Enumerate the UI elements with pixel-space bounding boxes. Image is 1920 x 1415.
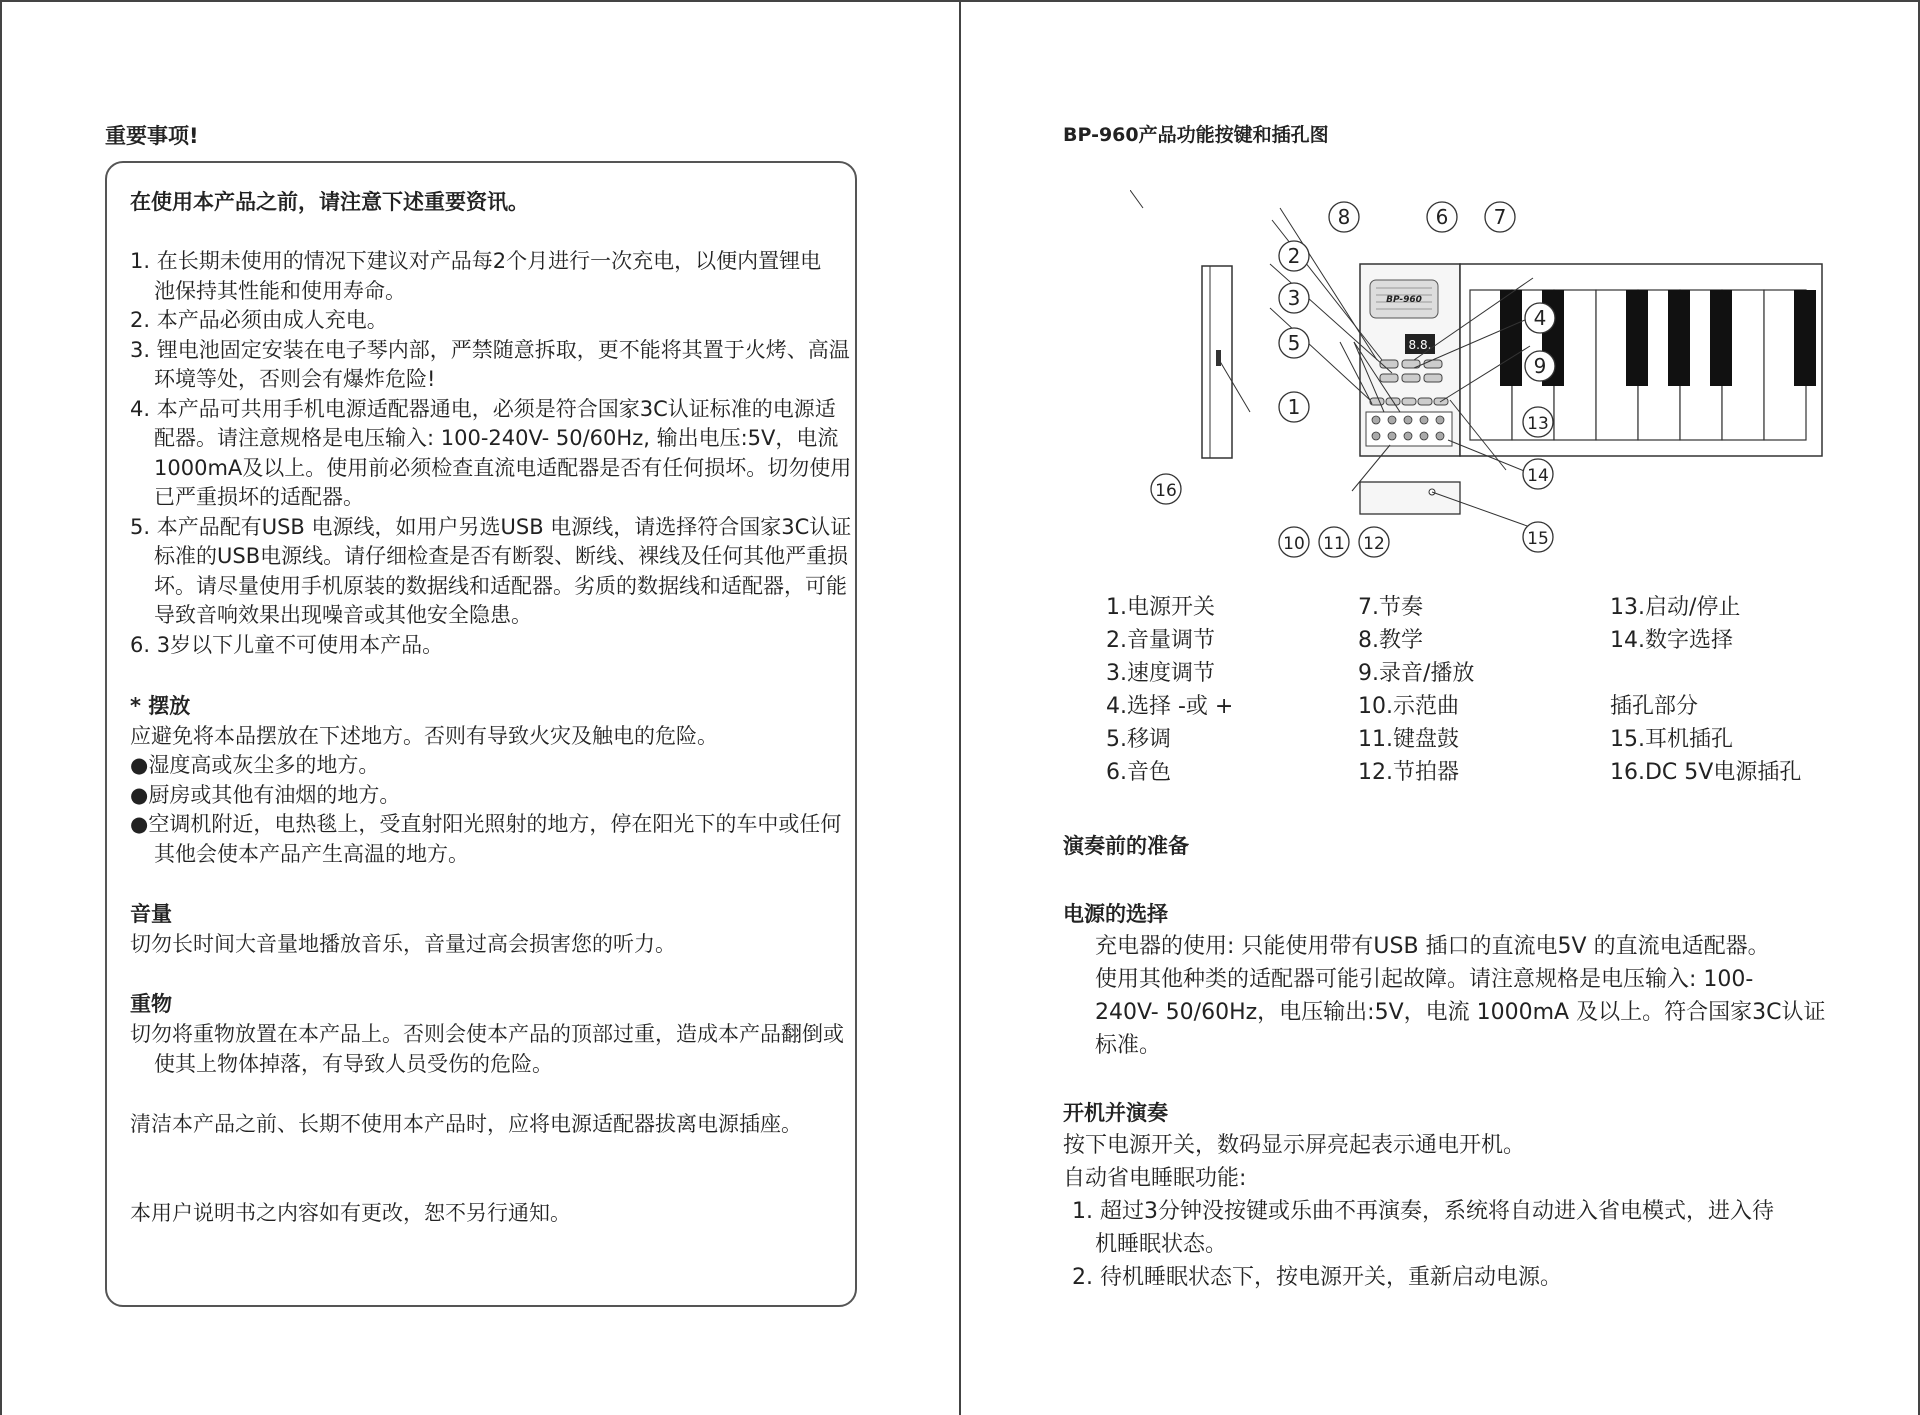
callout-label-11: 11	[1323, 534, 1345, 554]
safety-rule: 4. 本产品可共用手机电源适配器通电，必须是符合国家3C认证标准的电源适 配器。请注意规格是电压输入: 100-240V- 50/60Hz, 输出电压:5V，电流 1000mA及以上。使用前必须检查直流电适配器是否有任何损坏。切勿使用 已严重损坏的适配器。	[130, 396, 852, 509]
brand-label: BP-960	[1386, 295, 1422, 305]
callout-label-15: 15	[1527, 529, 1549, 549]
weight-text: 切勿将重物放置在本产品上。否则会使本产品的顶部过重，造成本产品翻倒或 使其上物体掉落，有导致人员受伤的危险。	[130, 1022, 844, 1076]
legend-col-1	[1106, 591, 1233, 789]
callout-label-1: 1	[1287, 395, 1301, 419]
weight-title: 重物	[130, 992, 172, 1016]
legend-col-3	[1610, 591, 1740, 657]
jack-section-title: 插孔部分	[1610, 694, 1699, 719]
safety-rule: 2. 本产品必须由成人充电。	[130, 308, 388, 332]
legend-item: 12.节拍器	[1358, 760, 1459, 785]
volume-title: 音量	[130, 902, 172, 926]
headphone-panel	[1360, 482, 1460, 514]
legend-item: 14.数字选择	[1610, 628, 1733, 653]
legend-item: 11.键盘鼓	[1358, 727, 1459, 752]
power-title: 电源的选择	[1063, 902, 1168, 926]
jack-item: 15.耳机插孔	[1610, 727, 1733, 752]
page-title-diagram: BP-960产品功能按键和插孔图	[1063, 124, 1329, 146]
legend-item: 1.电源开关	[1106, 595, 1215, 620]
safety-rule: 5. 本产品配有USB 电源线，如用户另选USB 电源线，请选择符合国家3C认证 标准的USB电源线。请仔细检查是否有断裂、断线、裸线及任何其他严重损 坏。请尽量使用手机原装的数据线和适配器。劣质的数据线和适配器，可能 导致音响效果出现噪音或其他安全隐患。	[130, 514, 852, 627]
volume-text: 切勿长时间大音量地播放音乐，音量过高会损害您的听力。	[130, 932, 676, 956]
placement-item: ●空调机附近，电热毯上，受直射阳光照射的地方，停在阳光下的车中或任何 其他会使本产品产生高温的地方。	[130, 812, 842, 866]
callout-label-12: 12	[1363, 534, 1385, 554]
callout-label-5: 5	[1287, 331, 1301, 355]
callout-label-3: 3	[1287, 286, 1301, 310]
callout-label-16: 16	[1155, 481, 1177, 501]
callout-label-4: 4	[1533, 306, 1547, 330]
callout-label-6: 6	[1435, 205, 1449, 229]
safety-rule: 3. 锂电池固定安装在电子琴内部，严禁随意拆取，更不能将其置于火烤、高温 环境等处，否则会有爆炸危险!	[130, 337, 850, 391]
placement-item: ●厨房或其他有油烟的地方。	[130, 782, 401, 807]
callout-label-2: 2	[1287, 244, 1301, 268]
legend-item: 8.教学	[1358, 628, 1423, 653]
keyboard-diagram	[1130, 190, 1830, 570]
legend-item: 6.音色	[1106, 760, 1171, 785]
safety-rule: 6. 3岁以下儿童不可使用本产品。	[130, 632, 444, 657]
callout-label-7: 7	[1493, 205, 1507, 229]
callout-label-9: 9	[1533, 354, 1547, 378]
legend-col-2	[1358, 591, 1474, 789]
legend-item: 2.音量调节	[1106, 628, 1215, 653]
sleep-title: 自动省电睡眠功能:	[1063, 1166, 1247, 1191]
legend-item: 10.示范曲	[1358, 694, 1459, 719]
callout-label-14: 14	[1527, 466, 1549, 486]
placement-title: * 摆放	[130, 694, 191, 718]
safety-rules-list	[130, 247, 851, 660]
legend-item: 5.移调	[1106, 727, 1171, 752]
legend-item: 3.速度调节	[1106, 661, 1215, 686]
start-title: 开机并演奏	[1063, 1101, 1168, 1125]
notice-title: 在使用本产品之前，请注意下述重要资讯。	[130, 190, 529, 214]
placement-list	[130, 751, 841, 869]
page-spine	[959, 0, 961, 1415]
prep-title: 演奏前的准备	[1063, 834, 1189, 858]
legend-item: 9.录音/播放	[1358, 661, 1475, 686]
callout-label-10: 10	[1283, 534, 1305, 554]
display-value: 8.8.	[1408, 338, 1432, 352]
placement-intro: 应避免将本品摆放在下述地方。否则有导致火灾及触电的危险。	[130, 724, 718, 748]
power-text: 充电器的使用: 只能使用带有USB 插口的直流电5V 的直流电适配器。 使用其他种类的适配器可能引起故障。请注意规格是电压输入: 100- 240V- 50/60Hz，电压输出:5V，电流 1000mA 及以上。符合国家3C认证 标准。	[1095, 934, 1826, 1058]
jack-item: 16.DC 5V电源插孔	[1610, 760, 1802, 785]
legend-item: 4.选择 -或 +	[1106, 694, 1234, 719]
callout-label-8: 8	[1337, 205, 1351, 229]
start-text: 按下电源开关，数码显示屏亮起表示通电开机。	[1063, 1133, 1526, 1158]
callout-label-13: 13	[1527, 414, 1549, 434]
legend-item: 7.节奏	[1358, 595, 1423, 620]
safety-rule: 1. 在长期未使用的情况下建议对产品每2个月进行一次充电，以便内置锂电 池保持其性能和使用寿命。	[130, 249, 822, 303]
sleep-item-1: 1. 超过3分钟没按键或乐曲不再演奏，系统将自动进入省电模式，进入待 机睡眠状态。	[1072, 1199, 1774, 1257]
cleaning-text: 清洁本产品之前、长期不使用本产品时，应将电源适配器拔离电源插座。	[130, 1112, 802, 1136]
placement-item: ●湿度高或灰尘多的地方。	[130, 753, 380, 777]
disclaimer-text: 本用户说明书之内容如有更改，恕不另行通知。	[130, 1201, 571, 1225]
jack-legend	[1610, 690, 1801, 789]
page-title-important: 重要事项!	[105, 124, 199, 148]
page-left-border	[0, 0, 2, 1415]
legend-item: 13.启动/停止	[1610, 595, 1741, 620]
sleep-item-2: 2. 待机睡眠状态下，按电源开关，重新启动电源。	[1072, 1265, 1562, 1290]
